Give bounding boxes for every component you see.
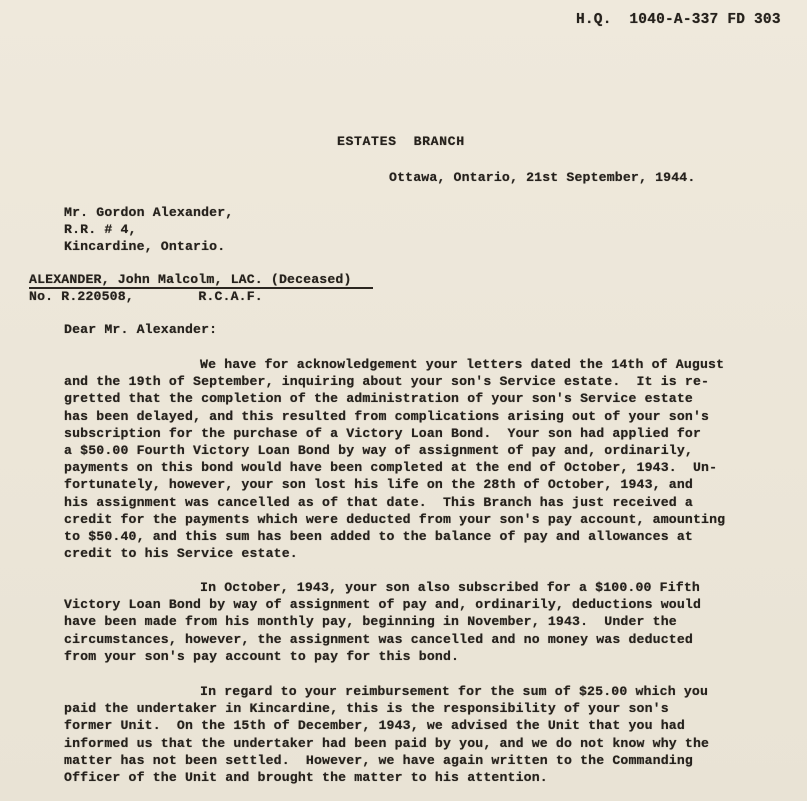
branch-heading: ESTATES BRANCH	[337, 134, 465, 149]
recipient-town: Kincardine, Ontario.	[64, 239, 226, 254]
paragraph-line: payments on this bond would have been completed at the end of October, 1943. Un-	[64, 460, 718, 476]
paragraph-line: credit to his Service estate.	[64, 546, 298, 562]
paragraph-line: have been made from his monthly pay, beginning in November, 1943. Under the	[64, 614, 677, 630]
paragraph-line: matter has not been settled. However, we have again written to the Commanding	[64, 752, 693, 768]
paragraph-line: his assignment was cancelled as of that date. This Branch has just received a	[64, 494, 693, 510]
paragraph-1	[64, 356, 774, 562]
paragraph-line: We have for acknowledgement your letters dated the 14th of August	[200, 357, 725, 372]
subject-line: ALEXANDER, John Malcolm, LAC. (Deceased)	[29, 272, 352, 287]
service-number: No. R.220508, R.C.A.F.	[29, 289, 263, 304]
paragraph-line: a $50.00 Fourth Victory Loan Bond by way of assignment of pay and, ordinarily,	[64, 442, 693, 458]
paragraph-line: from your son's pay account to pay for this bond.	[64, 648, 460, 664]
paragraph-line: and the 19th of September, inquiring about your son's Service estate. It is re-	[64, 374, 710, 390]
paragraph-line: Officer of the Unit and brought the matter to his attention.	[64, 769, 548, 785]
file-reference: H.Q. 1040-A-337 FD 303	[576, 12, 781, 28]
paragraph-2	[64, 579, 774, 665]
paragraph-line: former Unit. On the 15th of December, 1943, we advised the Unit that you had	[64, 718, 685, 734]
place-date: Ottawa, Ontario, 21st September, 1944.	[389, 170, 696, 185]
paragraph-3	[64, 683, 774, 786]
paragraph-line: gretted that the completion of the administration of your son's Service estate	[64, 391, 693, 407]
paragraph-line: In October, 1943, your son also subscribed for a $100.00 Fifth	[200, 580, 700, 595]
recipient-name: Mr. Gordon Alexander,	[64, 205, 234, 220]
paragraph-line: subscription for the purchase of a Victory Loan Bond. Your son had applied for	[64, 425, 702, 441]
paragraph-line: credit for the payments which were deducted from your son's pay account, amounting	[64, 511, 726, 527]
paragraph-line: paid the undertaker in Kincardine, this is the responsibility of your son's	[64, 701, 669, 717]
paragraph-line: circumstances, however, the assignment was cancelled and no money was deducted	[64, 631, 693, 647]
paragraph-line: In regard to your reimbursement for the sum of $25.00 which you	[200, 684, 709, 699]
paragraph-line: fortunately, however, your son lost his life on the 28th of October, 1943, and	[64, 477, 693, 493]
paragraph-line: to $50.40, and this sum has been added to the balance of pay and allowances at	[64, 528, 693, 544]
paragraph-line: informed us that the undertaker had been paid by you, and we do not know why the	[64, 735, 710, 751]
paragraph-line: Victory Loan Bond by way of assignment of pay and, ordinarily, deductions would	[64, 597, 702, 613]
salutation: Dear Mr. Alexander:	[64, 322, 218, 337]
recipient-route: R.R. # 4,	[64, 222, 137, 237]
paragraph-line: has been delayed, and this resulted from complications arising out of your son's	[64, 408, 710, 424]
